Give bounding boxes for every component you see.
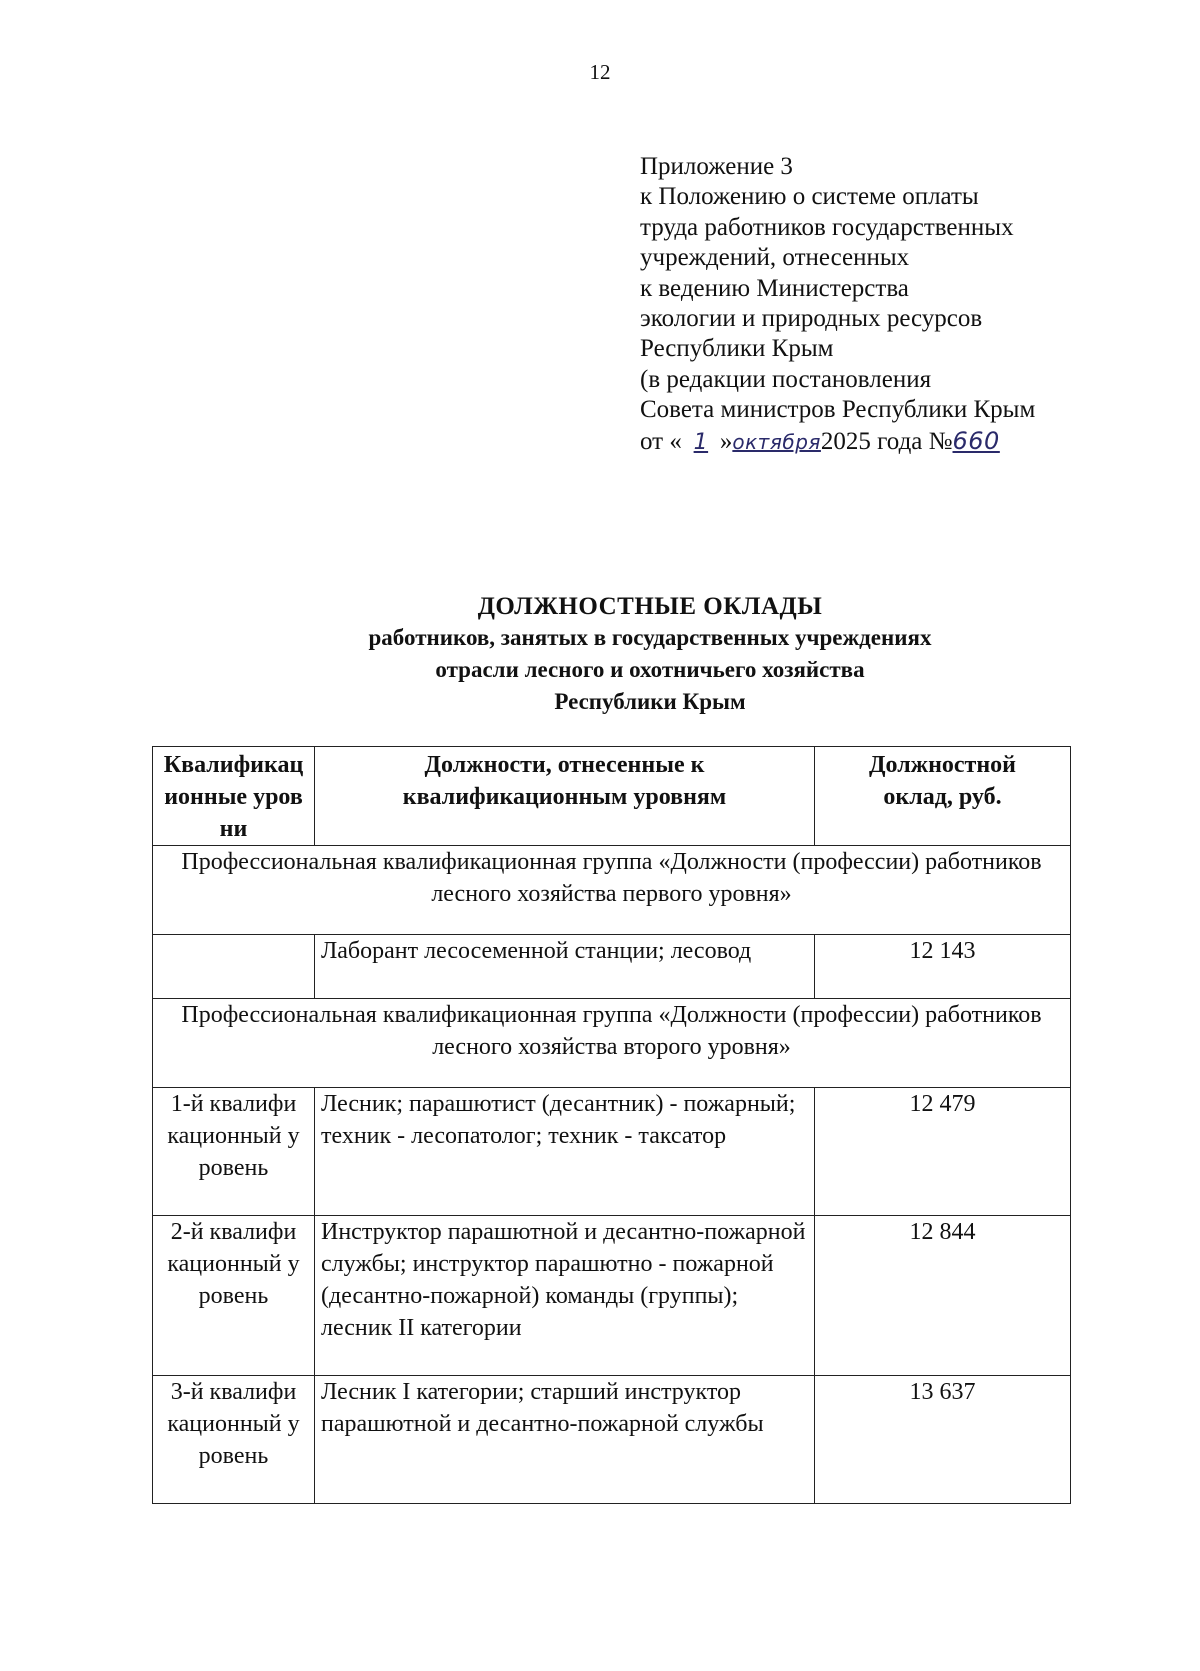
header-positions: Должности, отнесенные к квалификационным уровням	[315, 747, 815, 846]
handwritten-month: октября	[732, 429, 821, 454]
group-title: Профессиональная квалификационная группа «Должности (профессии) работников лесного хозяйства первого уровня»	[153, 846, 1071, 935]
positions-cell: Лаборант лесосеменной станции; лесовод	[315, 935, 815, 999]
salary-cell: 12 844	[815, 1216, 1071, 1376]
table-header-row	[153, 747, 1071, 846]
level-cell: 3-й квалификационный уровень	[153, 1376, 315, 1504]
group-row	[153, 999, 1071, 1088]
annex-line: учреждений, отнесенных	[640, 244, 910, 272]
salary-cell: 12 143	[815, 935, 1071, 999]
table-row	[153, 1088, 1071, 1216]
page-number: 12	[589, 60, 611, 84]
header-level: Квалификационные уровни	[153, 747, 315, 846]
annex-line: Приложение 3	[640, 153, 793, 180]
annex-date-line	[640, 426, 1100, 458]
header-salary: Должностной оклад, руб.	[815, 747, 1071, 846]
title-subline: работников, занятых в государственных учреждениях	[368, 625, 932, 650]
document-title	[260, 592, 1040, 718]
table-row	[153, 1216, 1071, 1376]
title-main: ДОЛЖНОСТНЫЕ ОКЛАДЫ	[477, 593, 823, 620]
annex-line: экологии и природных ресурсов	[640, 305, 983, 333]
table-row	[153, 935, 1071, 999]
date-mid: »	[719, 427, 733, 455]
annex-line: Республики Крым	[640, 335, 834, 363]
salary-cell: 13 637	[815, 1376, 1071, 1504]
title-subline: Республики Крым	[554, 689, 746, 714]
annex-line: труда работников государственных	[640, 213, 1014, 241]
annex-line: Совета министров Республики Крым	[640, 396, 1036, 424]
annex-line: (в редакции постановления	[640, 365, 932, 393]
handwritten-number: 660	[952, 426, 1000, 455]
salary-cell: 12 479	[815, 1088, 1071, 1216]
salary-table	[152, 746, 1071, 1504]
group-title: Профессиональная квалификационная группа «Должности (профессии) работников лесного хозяйства второго уровня»	[153, 999, 1071, 1088]
level-cell	[153, 935, 315, 999]
date-prefix: от «	[640, 427, 682, 455]
annex-line: к ведению Министерства	[640, 274, 909, 302]
level-cell: 2-й квалификационный уровень	[153, 1216, 315, 1376]
handwritten-day: 1	[693, 429, 709, 455]
title-subline: отрасли лесного и охотничьего хозяйства	[435, 657, 865, 682]
annex-line: к Положению о системе оплаты	[640, 183, 979, 211]
date-year: 2025 года №	[820, 427, 953, 455]
positions-cell: Инструктор парашютной и десантно-пожарной службы; инструктор парашютно - пожарной (десантно-пожарной) команды (группы); лесник II категории	[315, 1216, 815, 1376]
positions-cell: Лесник I категории; старший инструктор парашютной и десантно-пожарной службы	[315, 1376, 815, 1504]
group-row	[153, 846, 1071, 935]
table-row	[153, 1376, 1071, 1504]
annex-header	[640, 152, 1100, 458]
positions-cell: Лесник; парашютист (десантник) - пожарный; техник - лесопатолог; техник - таксатор	[315, 1088, 815, 1216]
level-cell: 1-й квалификационный уровень	[153, 1088, 315, 1216]
